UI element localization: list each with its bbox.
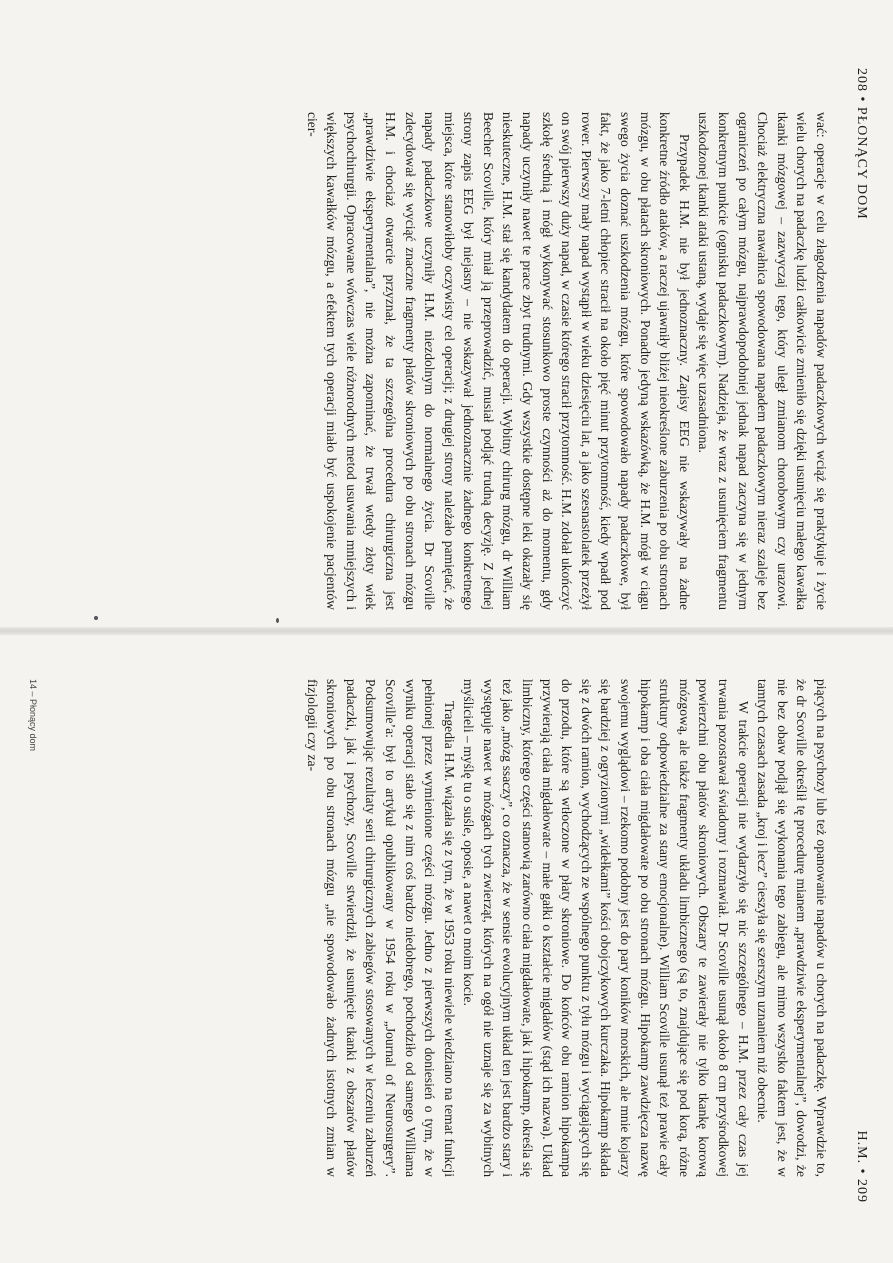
right-text-column (302, 679, 831, 1177)
right-page (0, 631, 893, 1263)
paragraph: Tragedia H.M. wiązała się z tym, że w 1953 roku niewiele wiedziano na temat funkcji pełnionej przez wymienione części mózgu. Jedno z pierwszych doniesień o tym, że w wyniku operacji stało się z nim coś bardzo niedobrego, pochodziło od samego Williama Scoville’a: był to artykuł opublikowany w 1954 roku w „Journal of Neurosurgery”. Podsumowując rezultaty serii chirurgicznych zabiegów stosowanych w leczeniu zaburzeń padaczki, jak i psychozy, Scoville stwierdził, że usunięcie tkanki z obszarów płatów skroniowych po obu stronach mózgu „nie spowodowało żadnych istotnych zmian w fizjologii czy za- (304, 679, 457, 1177)
page-footer: 14 – Płonący dom (28, 679, 38, 752)
paragraph: wać: operacje w celu złagodzenia napadów padaczkowych wciąż się praktykuje i życie wielu chorych na padaczkę ludzi całkowicie zmieniło się dzięki usunięciu małego kawałka tkanki mózgowej – zazwyczaj tego, który uległ zmianom chorobowym czy urazowi. Chociaż elektryczna nawałnica spowodowana napadem padaczkowym nieraz szaleje bez ograniczeń po całym mózgu, najprawdopodobniej jednak napad zaczyna się w jednym konkretnym punkcie (ognisku padaczkowym). Nadzieja, że wraz z usunięciem fragmentu uszkodzonej tkanki ataki ustaną, wydaje się więc uzasadniona. (696, 112, 829, 610)
paragraph: Przypadek H.M. nie był jednoznaczny. Zapisy EEG nie wskazywały na żadne konkretne źródło ataków, a raczej ujawniły bliżej nieokreślone zaburzenia po obu stronach mózgu, w obu płatach skroniowych. Ponadto jedyną wskazówką, że H.M. mógł w ciągu swego życia doznać uszkodzenia mózgu, które spowodowało napady padaczkowe, był fakt, że jako 7-letni chłopiec stracił na około pięć minut przytomność, kiedy wpadł pod rower. Pierwszy mały napad wystąpił w wieku dziesięciu lat, a jako szesnastolatek przeżył on swój pierwszy duży napad, w czasie którego stracił przytomność. H.M. zdołał ukończyć szkołę średnią i mógł wykonywać stosunkowo proste czynności aż do momentu, gdy napady uczyniły nawet te prace zbyt trudnymi. Gdy wszystkie dostępne leki okazały się nieskuteczne, H.M. stał się kandydatem do operacji. Wybitny chirurg mózgu, dr William Beecher Scoville, który miał ją przeprowadzić, musiał podjąć trudną decyzję. Z jednej strony zapis EEG był niejasny – nie wskazywał jednoznacznie żadnego konkretnego miejsca, które stanowiłoby oczywisty cel operacji; z drugiej strony należało pamiętać, że napady padaczkowe uczyniły H.M. niezdolnym do normalnego życia. Dr Scoville zdecydował się wyciąć znaczne fragmenty płatów skroniowych po obu stronach mózgu H.M. i chociaż otwarcie przyznał, że ta szczególna procedura chirurgiczna jest „prawdziwie eksperymentalna”, nie można zapominać, że trwał wtedy złoty wiek psychochirurgii. Opracowane wówczas wiele różnorodnych metod usuwania mniejszych i większych kawałków mózgu, a efektem tych operacji miało być uspokojenie pacjentów cier- (304, 112, 692, 610)
scan-speck (276, 618, 279, 623)
paragraph: W trakcie operacji nie wydarzyło się nic szczególnego – H.M. przez cały czas jej trwania pozostawał świadomy i rozmawiał. Dr Scoville usunął około 8 cm przyśrodkowej powierzchni obu płatów skroniowych. Obszary te zawierały nie tylko tkankę korową mózgową, ale także fragmenty układu limbicznego (są to, znajdujące się pod korą, różne struktury odpowiedzialne za stany emocjonalne). William Scoville usunął też prawie cały hipokamp i oba ciała migdałowate po obu stronach mózgu. Hipokamp zawdzięcza nazwę swojemu wyglądowi – rzekomo podobny jest do pary koników morskich, ale mnie kojarzy się bardziej z ogryzionymi „widełkami” kości obojczykowych kurczaka. Hipokamp składa się z dwóch ramion, wychodzących ze wspólnego punktu z tyłu mózgu i wyciągających się do przodu, które są wtłoczone w płaty skroniowe. Do końców obu ramion hipokampa przywierają ciała migdałowate – małe gałki o kształcie migdałów (stąd ich nazwa). Układ limbiczny, którego części stanowią zarówno ciała migdałowate, jak i hipokamp, określa się też jako „mózg ssaczy”, co oznacza, że w sensie ewolucyjnym układ ten jest bardzo stary i występuje nawet w mózgach tych zwierząt, których na ogół nie uznaje się za wybitnych myślicieli – myślę tu o suśle, oposie, a nawet o moim kocie. (461, 679, 751, 1177)
paragraph: piących na psychozy lub też opanowanie napadów u chorych na padaczkę. Wprawdzie to, że dr Scoville określił tę procedurę mianem „prawdziwie eksperymentalnej”, dowodzi, że nie bez obaw podjął się wykonania tego zabiegu, ale mimo wszystko faktem jest, że w tamtych czasach zasada „kroj i lecz” cieszyła się szerszym uznaniem niż obecnie. (755, 679, 829, 1177)
left-running-head: 208 • PŁONĄCY DOM (854, 68, 869, 220)
left-page (0, 0, 893, 631)
scan-speck (94, 616, 98, 620)
right-running-head: H.M. • 209 (854, 1130, 869, 1203)
left-text-column (302, 112, 831, 610)
